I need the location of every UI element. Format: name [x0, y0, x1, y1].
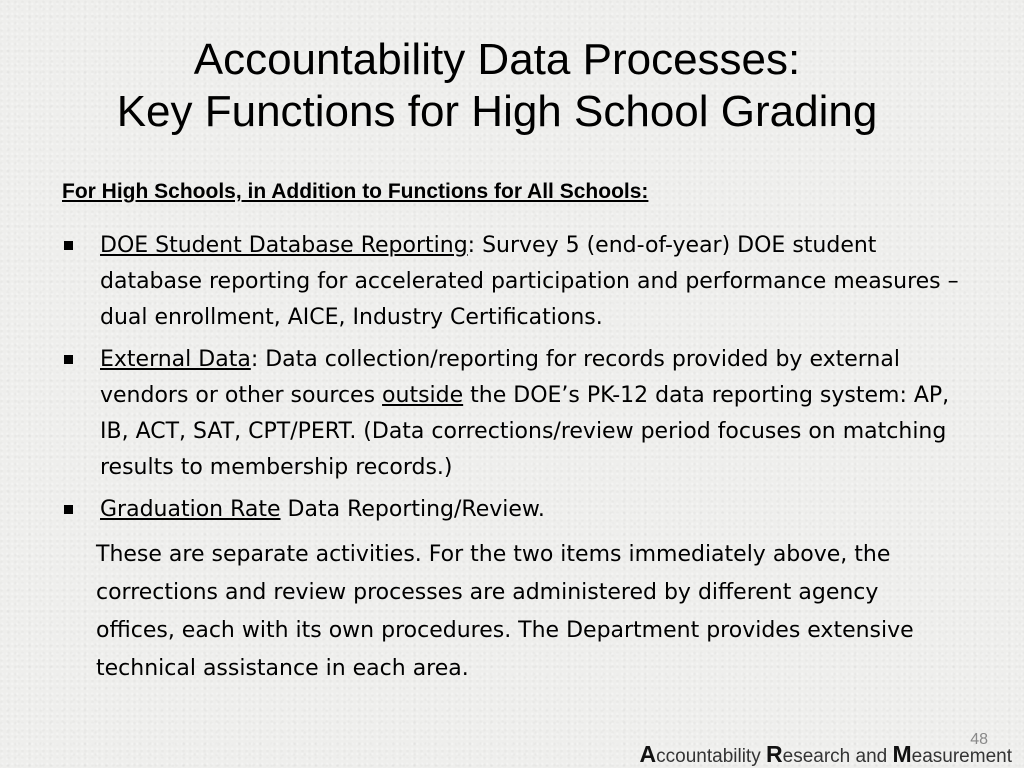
bullet-text: Data Reporting/Review. — [280, 497, 545, 522]
footer-initial-r: R — [766, 741, 783, 767]
footer-text: esearch and — [782, 746, 893, 767]
footer-text: easurement — [911, 746, 1012, 767]
bullet-text: : Data collection/reporting for records provided by external vendors or other sources — [100, 347, 900, 408]
bullet-text: the DOE’s PK-12 data reporting system: AP, IB, ACT, SAT, CPT/PERT. (Data corrections/review period focuses on matching results to membership records.) — [100, 383, 950, 480]
bullet-item-graduation-rate — [62, 492, 982, 528]
slide-title-line-1: Accountability Data Processes: — [193, 35, 801, 84]
square-bullet-icon — [64, 241, 73, 250]
footer-initial-m: M — [892, 741, 912, 767]
bullet-item-external-data — [62, 342, 982, 486]
bullet-emphasis: outside — [382, 383, 464, 408]
footer-text: ccountability — [656, 746, 766, 767]
square-bullet-icon — [64, 355, 73, 364]
slide-title-line-2: Key Functions for High School Grading — [116, 87, 878, 136]
footer-initial-a: A — [639, 741, 657, 767]
page-number: 48 — [970, 731, 988, 748]
square-bullet-icon — [64, 505, 73, 514]
footer-branding — [640, 741, 1012, 768]
bullet-term: External Data — [100, 347, 251, 372]
slide-title — [0, 34, 994, 138]
bullet-text: : Survey 5 (end-of-year) DOE student database reporting for accelerated participation and performance measures – dual enrollment, AICE, Industry Certifications. — [100, 233, 959, 330]
bullet-term: DOE Student Database Reporting — [100, 233, 468, 258]
explanatory-note: These are separate activities. For the two items immediately above, the corrections and review processes are administered by different agency offices, each with its own procedures. The Department provides extensive technical assistance in each area. — [96, 542, 914, 681]
section-subheading: For High Schools, in Addition to Functions for All Schools: — [62, 180, 649, 203]
bullet-item-database-reporting — [62, 228, 982, 336]
bullet-term: Graduation Rate — [100, 497, 281, 522]
bullet-list — [62, 228, 982, 534]
